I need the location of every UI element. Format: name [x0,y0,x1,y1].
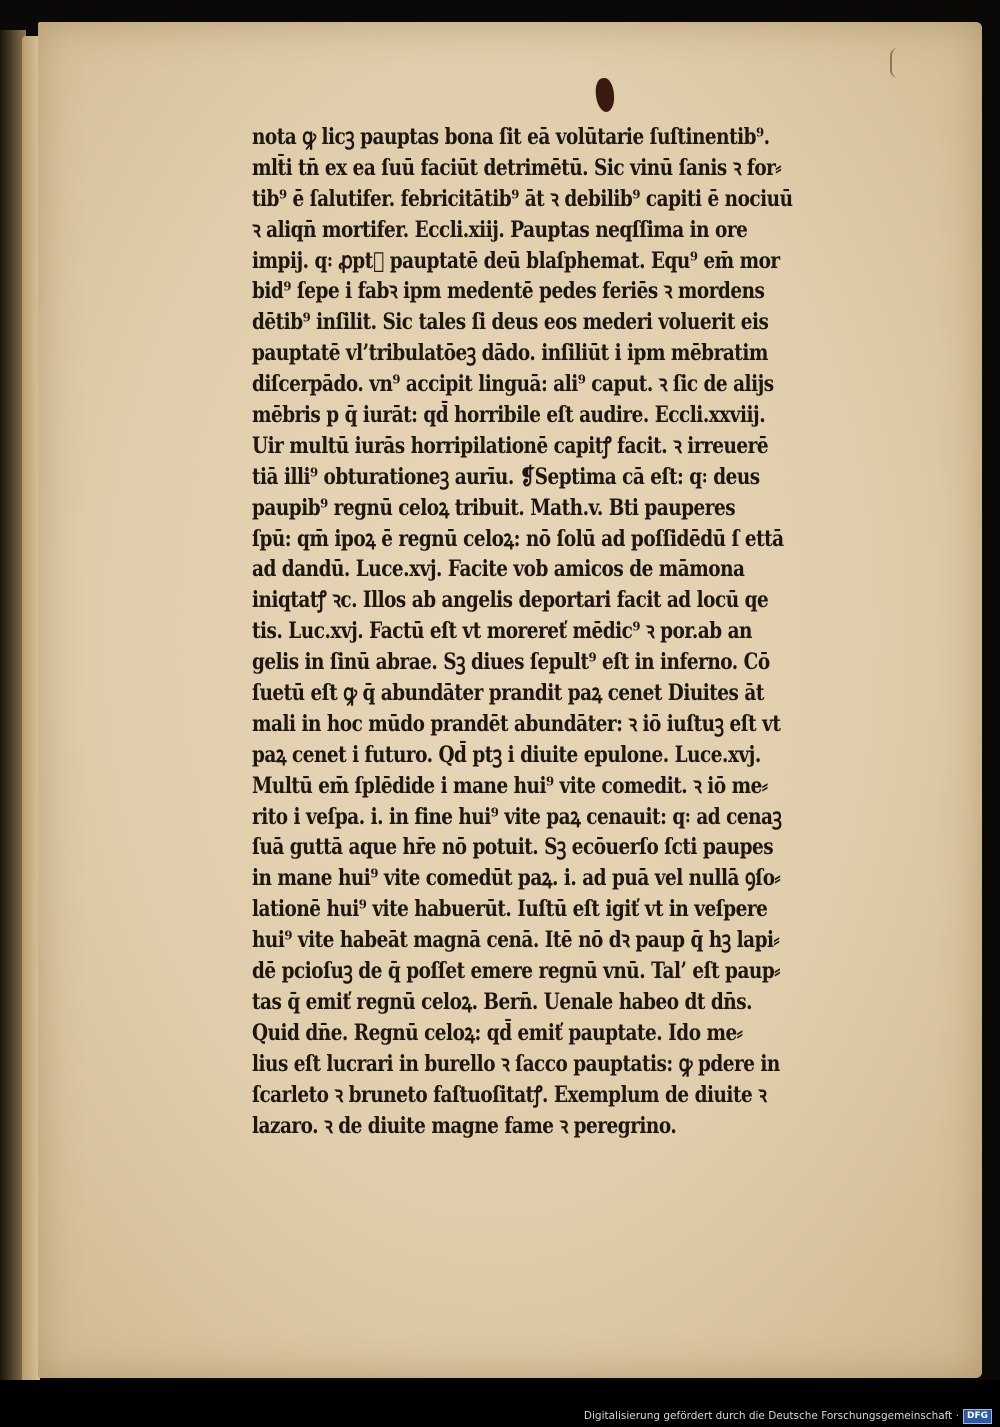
text-line: dē pcioſuꝫ de q̄ poſſet emere regnū vnū. Tal’ eſt paup⸗ [252,958,780,985]
text-line: Multū em̄ ſplēdide i mane hui⁹ vite comedit. ꝛ iō me⸗ [252,772,768,799]
text-line: impij. q꞉ ꝓpt᷑ pauptatē deū blaſphemat. Equ⁹ em̄ mor [252,247,780,274]
text-line: lationē hui⁹ vite habuerūt. Iuſtū eſt igiť vt in veſpere [252,896,768,923]
credit-text: Digitalisierung gefördert durch die Deutsche Forschungsgemeinschaft · [583,1410,959,1422]
text-line: rito i veſpa. i. in fine hui⁹ vite paꝝ cenauit: q꞉ ad cenaꝫ [252,803,782,830]
text-line: tiā illi⁹ obturationeꝫ aurīu. ❡Septima cā eſt: q꞉ deus [252,463,760,490]
text-line: gelis in ſinū abrae. Sꝫ diues ſepult⁹ eſt in inferno. Cō [252,649,770,676]
text-line: ſuā guttā aque hr̄e nō potuit. Sꝫ ecōuerſo ſcti paupes [252,834,774,861]
text-line: ſpū: qm̄ ipoꝝ ē regnū celoꝝ: nō ſolū ad poſſidēdū ſ ettā [252,525,784,552]
text-line: ſuetū eſt ꝙ q̄ abundāter prandit paꝝ cenet Diuites āt [252,680,764,707]
text-line: ad dandū. Luce.xvj. Facite vob amicos de māmona [252,556,745,583]
text-line: mali in hoc mūdo prandēt abundāter: ꝛ iō iuſtuꝫ eſt vt [252,710,781,737]
dfg-logo: DFG [963,1409,992,1424]
text-line: lius eſt lucrari in burello ꝛ ſacco pauptatis: ꝙ pdere in [252,1050,780,1077]
text-line: hui⁹ vite habeāt magnā cenā. Itē nō dꝛ paup q̄ hꝫ lapi⸗ [252,927,780,954]
text-line: ſcarleto ꝛ bruneto faſtuoſitatꝭ. Exemplum de diuite ꝛ [252,1081,767,1108]
corner-mark [890,48,906,78]
digitization-credit [584,1408,992,1424]
text-line: tib⁹ ē ſalutifer. febricitātib⁹ āt ꝛ debilib⁹ capiti ē nociuū [252,185,793,212]
text-line: mlt̄i tn̄ ex ea ſuū faciūt detrimētū. Sic vinū ſanis ꝛ for⸗ [252,154,782,181]
text-line: paupib⁹ regnū celoꝝ tribuit. Math.v. Bti pauperes [252,494,736,521]
text-line: ꝛ aliqn̄ mortifer. Eccli.xiij. Pauptas neqſſima in ore [252,216,748,243]
text-line: iniqtatꝭ ꝛc. Illos ab angelis deportari facit ad locū qe [252,587,769,614]
text-line: dētib⁹ inſilit. Sic tales ſi deus eos mederi voluerit eis [252,309,769,336]
text-line: diſcerpādo. vn⁹ accipit linguā: ali⁹ caput. ꝛ ſic de alijs [252,371,774,398]
text-line: lazaro. ꝛ de diuite magne fame ꝛ peregrino. [252,1112,677,1139]
text-line: in mane hui⁹ vite comedūt paꝝ. i. ad puā vel nullā ꝯſo⸗ [252,865,781,892]
text-line: Quid dn̄e. Regnū celoꝝ: qd̄ emiť pauptate. Ido me⸗ [252,1019,743,1046]
text-line: Uir multū iurās horripilationē capitꝭ facit. ꝛ irreuerē [252,432,769,459]
text-line: tas q̄ emiť regnū celoꝝ. Bern̄. Uenale habeo dt dn̄s. [252,988,753,1015]
text-line: nota ꝙ licꝫ pauptas bona ſit eā volūtarie ſuſtinentib⁹. [252,124,770,150]
text-line: mēbris p q̄ iurāt: qd̄ horribile eſt audire. Eccli.xxviij. [252,402,766,429]
text-line: pauptatē vl’tribulatōeꝫ dādo. inſiliūt i ipm mēbratim [252,340,768,367]
text-line: tis. Luc.xvj. Factū eſt vt morereť mēdic⁹ ꝛ por.ab an [252,618,752,645]
text-block [252,122,932,1141]
text-line: bid⁹ ſepe i fabꝛ ipm medentē pedes feriēs ꝛ mordens [252,278,765,305]
text-line: paꝝ cenet i futuro. Qd̄ ptꝫ i diuite epulone. Luce.xvj. [252,741,761,768]
